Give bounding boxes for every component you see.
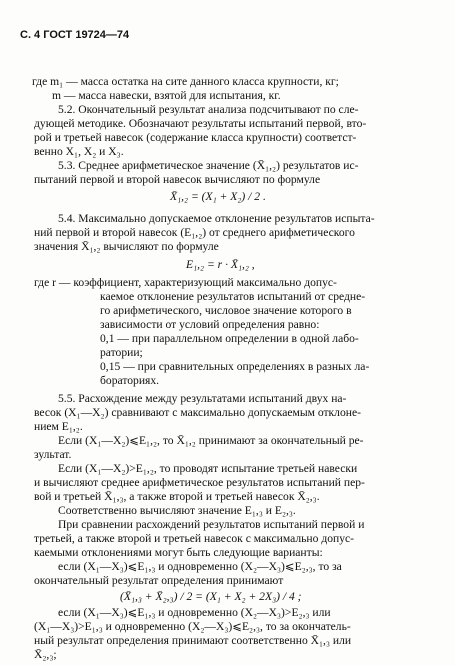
text-line: значения X̄₁,₂ вычисляют по формуле [34,240,219,253]
text-line: рой и третьей навесок (содержание класса крупности) соответст- [34,131,357,144]
text-line: зультат. [34,448,72,461]
text-line: вой и третьей X̄₁,₃, а также второй и третьей навесок X̄₂,₃. [34,490,320,503]
text-line: каемое отклонение результатов испытаний от средне- [100,290,366,303]
text-line: венно X₁, X₂ и X₃. [34,145,124,158]
formula-final-mean: (X̄₁,₃ + X̄₂,₃) / 2 = (X₁ + X₂ + 2X₃) / 4 ; [120,590,302,603]
page-header: С. 4 ГОСТ 19724—74 [20,29,130,41]
text-line: X̄₂,₃; [34,648,57,661]
text-line: 5.4. Максимально допускаемое отклонение результатов испыта- [58,212,375,225]
text-line: го арифметического, числовое значение которого в [100,304,352,317]
text-line: 0,1 — при параллельном определении в одной лабо- [100,332,359,345]
text-line: пытаний первой и второй навесок вычисляют по формуле [34,173,321,186]
text-line: и вычисляют среднее арифметическое результатов испытаний пер- [34,476,365,489]
text-line: дующей методике. Обозначают результаты испытаний первой, вто- [34,117,367,130]
text-line: где m₁ — масса остатка на сите данного класса крупности, кг; [32,75,339,88]
text-line: ний первой и второй навесок (E₁,₂) от среднего арифметического [34,226,355,239]
text-line: m — масса навески, взятой для испытания, кг. [52,89,281,102]
formula-deviation-12: E₁,₂ = r · X̄₁,₂ , [186,258,255,271]
text-line: Соответственно вычисляют значение E₁,₃ и E₂,₃. [58,504,296,517]
formula-mean-12: X̄₁,₂ = (X₁ + X₂) / 2 . [170,190,266,203]
text-line: Если (X₁—X₂)⩽E₁,₂, то X̄₁,₂ принимают за окончательный ре- [58,434,364,447]
text-line: нием E₁,₂. [34,420,83,433]
text-line: зависимости от условий определения равно: [100,318,320,331]
text-line: третьей, а также второй и третьей навесок с максимально допус- [34,532,355,545]
text-line: бораториях. [100,374,160,387]
text-line: 5.3. Среднее арифметическое значение (X̄₁,₂) результатов ис- [58,159,359,172]
text-line: При сравнении расхождений результатов испытаний первой и [58,518,365,531]
text-line: каемыми отклонениями могут быть следующие варианты: [34,546,323,559]
text-line: окончательный результат определения принимают [34,574,284,587]
text-line: 5.5. Расхождение между результатами испытаний двух на- [58,392,347,405]
text-line: (X₁—X₃)>E₁,₃ и одновременно (X₂—X₃)⩽E₂,₃, то за окончатель- [34,620,351,633]
text-line: если (X₁—X₃)⩽E₁,₃ и одновременно (X₂—X₃)⩽E₂,₃, то за [58,560,342,573]
text-line: ный результат определения принимают соответственно X̄₁,₃ или [34,634,352,647]
text-line: весок (X₁—X₂) сравнивают с максимально допускаемым отклоне- [34,406,361,419]
text-line: Если (X₁—X₂)>E₁,₂, то проводят испытание третьей навески [58,462,358,475]
text-line: если (X₁—X₃)⩽E₁,₃ и одновременно (X₂—X₃)>E₂,₃ или [58,606,331,619]
text-line: 5.2. Окончательный результат анализа подсчитывают по сле- [58,103,359,116]
text-line: 0,15 — при сравнительных определениях в разных ла- [100,360,370,373]
text-line: где r — коэффициент, характеризующий максимально допус- [34,276,337,289]
text-line: ратории; [100,346,143,359]
